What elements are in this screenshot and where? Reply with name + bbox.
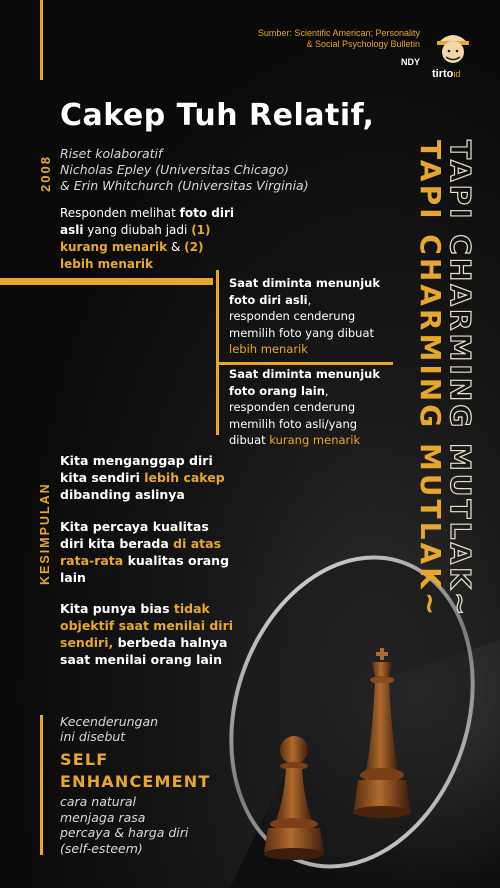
accent-rule [218, 362, 393, 365]
research-credit [60, 146, 309, 194]
mascot-icon [433, 26, 473, 68]
text: kualitas orang lain [60, 553, 230, 585]
text-highlight: (2) lebih menarik [60, 240, 204, 271]
accent-rule [40, 0, 43, 80]
year-label: 2008 [38, 155, 53, 192]
text-line: responden cenderung [229, 309, 356, 323]
text-line: ini disebut [60, 729, 126, 744]
accent-rule [40, 715, 43, 855]
text: yang diubah jadi [83, 223, 192, 237]
text-line: Saat diminta menunjuk [229, 367, 380, 381]
conclusion-item [60, 518, 235, 586]
text: dibanding aslinya [60, 487, 185, 502]
text: Kita punya bias [60, 601, 174, 616]
text: berbeda halnya saat menilai orang lain [60, 635, 228, 667]
text-highlight: tidak objektif saat menilai diri sendiri, [60, 601, 234, 650]
text: , [324, 383, 329, 398]
text: Kita percaya kualitas diri kita berada [60, 519, 209, 551]
finding-others-photo [229, 366, 399, 449]
text-line: cara natural [60, 794, 136, 809]
text-bold: foto orang lain [229, 383, 325, 398]
source-line: Sumber: Scientific American; Personality [257, 28, 420, 38]
source-credit [220, 28, 420, 68]
text-line: memilih foto yang dibuat [229, 325, 375, 340]
vertical-title: TAPI CHARMING MUTLAK~ [414, 140, 447, 619]
research-line: Riset kolaboratif [60, 146, 163, 161]
text-highlight: (1) kurang menarik [60, 223, 211, 254]
text: & [167, 240, 185, 254]
text-highlight: lebih menarik [229, 342, 308, 356]
text: Responden melihat [60, 206, 180, 220]
text-line: memilih foto asli/yang [229, 416, 358, 431]
source-line: & Social Psychology Bulletin [306, 39, 420, 49]
conclusion-item [60, 452, 235, 503]
text-bold: foto diri asli [229, 292, 308, 307]
text: dibuat [229, 433, 270, 447]
research-line: & Erin Whitchurch (Universitas Virginia) [60, 178, 309, 193]
text-line: percaya & harga diri [60, 825, 189, 840]
text-line: responden cenderung [229, 400, 356, 414]
term-intro [60, 714, 158, 744]
text: Kita menganggap diri kita sendiri [60, 453, 213, 485]
finding-own-photo [229, 275, 399, 358]
logo-name: tirto [432, 68, 454, 80]
accent-rule [216, 270, 219, 435]
conclusion-label: KESIMPULAN [38, 482, 52, 585]
conclusion-item [60, 600, 235, 668]
text-bold: foto diri asli [60, 206, 234, 237]
text-line: menjaga rasa [60, 809, 146, 825]
term-line: ENHANCEMENT [60, 772, 211, 791]
text: , [307, 292, 312, 307]
text-highlight: di atas rata-rata [60, 536, 222, 568]
term-line: SELF [60, 750, 109, 769]
author-initials: NDY [400, 57, 420, 67]
logo-suffix: id [453, 69, 461, 79]
text-line: Kecenderungan [60, 714, 159, 729]
term-definition [60, 794, 188, 856]
text-highlight: lebih cakep [144, 470, 225, 485]
text-highlight: kurang menarik [269, 433, 361, 447]
page-title: Cakep Tuh Relatif, [60, 98, 375, 133]
accent-rule [0, 278, 213, 285]
respondent-description [60, 205, 235, 273]
logo-text [432, 68, 480, 82]
research-line: Nicholas Epley (Universitas Chicago) [60, 162, 290, 177]
text-line: (self-esteem) [60, 840, 143, 856]
tirto-logo [430, 26, 480, 82]
vertical-title-outline: TAPI CHARMING MUTLAK~ [444, 140, 477, 619]
text-line: Saat diminta menunjuk [229, 276, 380, 290]
term-self-enhancement [60, 749, 211, 793]
